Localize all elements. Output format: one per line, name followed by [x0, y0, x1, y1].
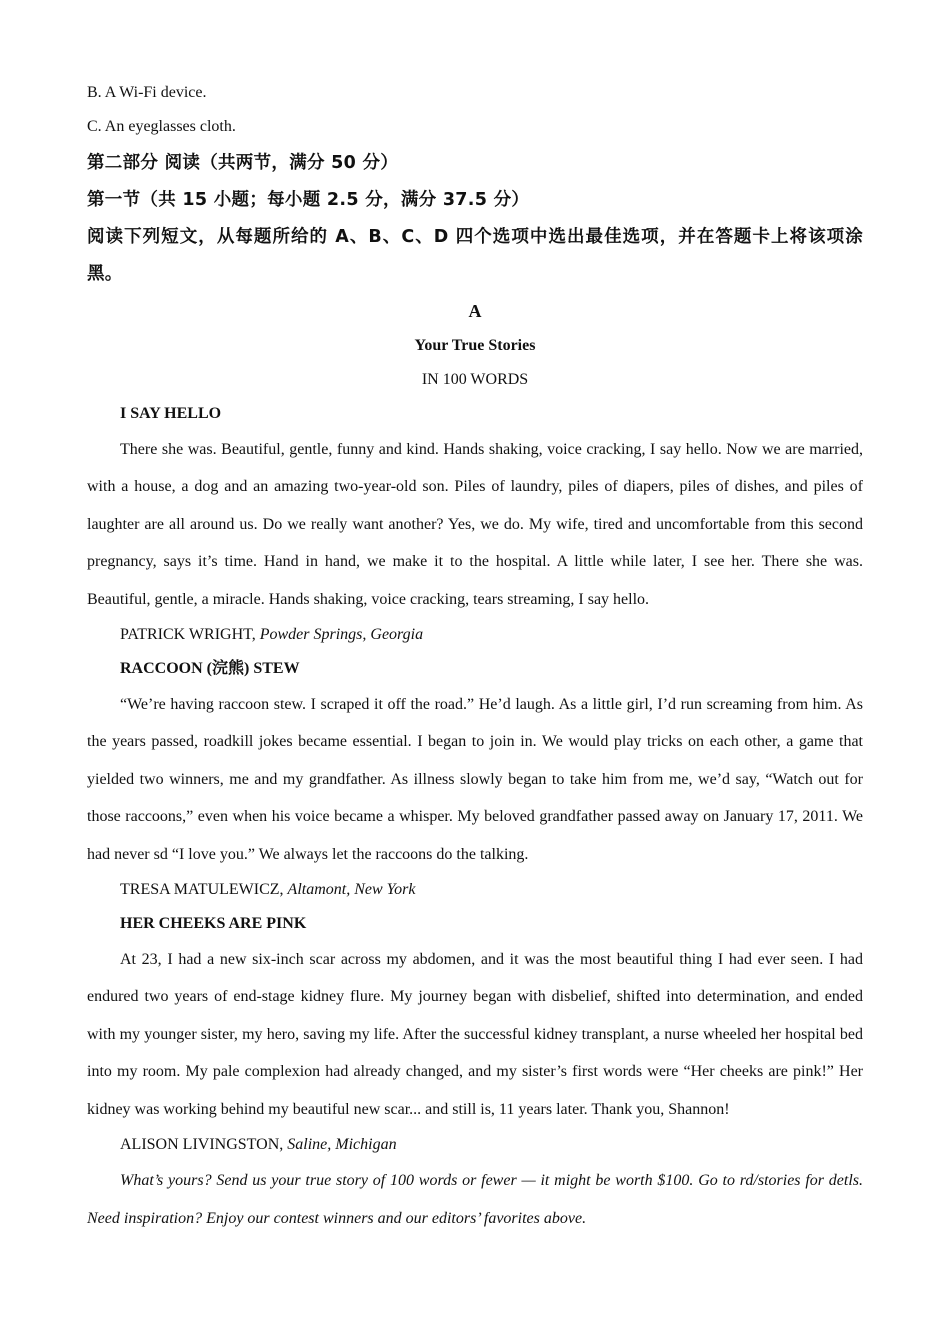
passage-subtitle: IN 100 WORDS [421, 371, 529, 388]
closing-note: What’s yours? Send us your true story of 100 words or fewer — it might be worth $100. Go to rd/stories for detls. Need inspiration? Enjoy our contest winners and our editors’ favorites above. [87, 1172, 863, 1227]
option-b: B. A Wi-Fi device. [87, 84, 207, 101]
story-heading: HER CHEEKS ARE PINK [120, 915, 307, 933]
story-body: “We’re having raccoon stew. I scraped it off the road.” He’d laugh. As a little girl, I’d run screaming from him. As the years passed, roadkill jokes became essential. I began to join in. We would play tricks on each other, a game that yielded two winners, me and my grandfather. As illness slowly began to take him from me, we’d say, “Watch out for those raccoons,” even when his voice became a whisper. My beloved grandfather passed away on January 17, 2011. We had never sd “I love you.” We always let the raccoons do the talking. [87, 696, 863, 863]
author-name: PATRICK WRIGHT, [120, 626, 256, 644]
passage-title: Your True Stories [414, 337, 536, 354]
story-heading: RACCOON (浣熊) STEW [120, 660, 300, 678]
story-heading: I SAY HELLO [120, 405, 222, 422]
story-body: There she was. Beautiful, gentle, funny and kind. Hands shaking, voice cracking, I say hello. Now we are married, with a house, a dog and an amazing two-year-old son. Piles of laundry, piles of diapers, piles of dishes, and piles of laughter are all around us. Do we really want another? Yes, we do. My wife, tired and uncomfortable from this second pregnancy, says it’s time. Hand in hand, we make it to the hospital. A little while later, I see her. There she was. Beautiful, gentle, a miracle. Hands shaking, voice cracking, tears streaming, I say hello. [87, 441, 863, 608]
author-name: TRESA MATULEWICZ, [120, 881, 284, 899]
story-body: At 23, I had a new six-inch scar across my abdomen, and it was the most beautiful thing I had ever seen. I had endured two years of end-stage kidney flure. My journey began with disbelief, shifted into determination, and ended with my younger sister, my hero, saving my life. After the successful kidney transplant, a nurse wheeled her hospital bed into my room. My pale complexion had already changed, and my sister’s first words were “Her cheeks are pink!” Her kidney was working behind my beautiful new scar... and still is, 11 years later. Thank you, Shannon! [87, 951, 863, 1118]
part-heading: 第二部分 阅读（共两节，满分 50 分） [87, 153, 399, 173]
section-heading: 第一节（共 15 小题；每小题 2.5 分，满分 37.5 分） [87, 190, 530, 210]
option-c: C. An eyeglasses cloth. [87, 118, 236, 135]
passage-letter: A [468, 301, 482, 321]
author-place: Saline, Michigan [287, 1136, 397, 1154]
document-page [87, 76, 863, 1237]
story-byline [87, 873, 863, 907]
author-place: Powder Springs, Georgia [259, 626, 424, 644]
author-name: ALISON LIVINGSTON, [120, 1136, 284, 1154]
story-byline [87, 618, 863, 652]
story-byline [87, 1128, 863, 1162]
instruction-text: 阅读下列短文，从每题所给的 A、B、C、D 四个选项中选出最佳选项，并在答题卡上将该项涂黑。 [87, 227, 863, 284]
author-place: Altamont, New York [287, 881, 416, 899]
